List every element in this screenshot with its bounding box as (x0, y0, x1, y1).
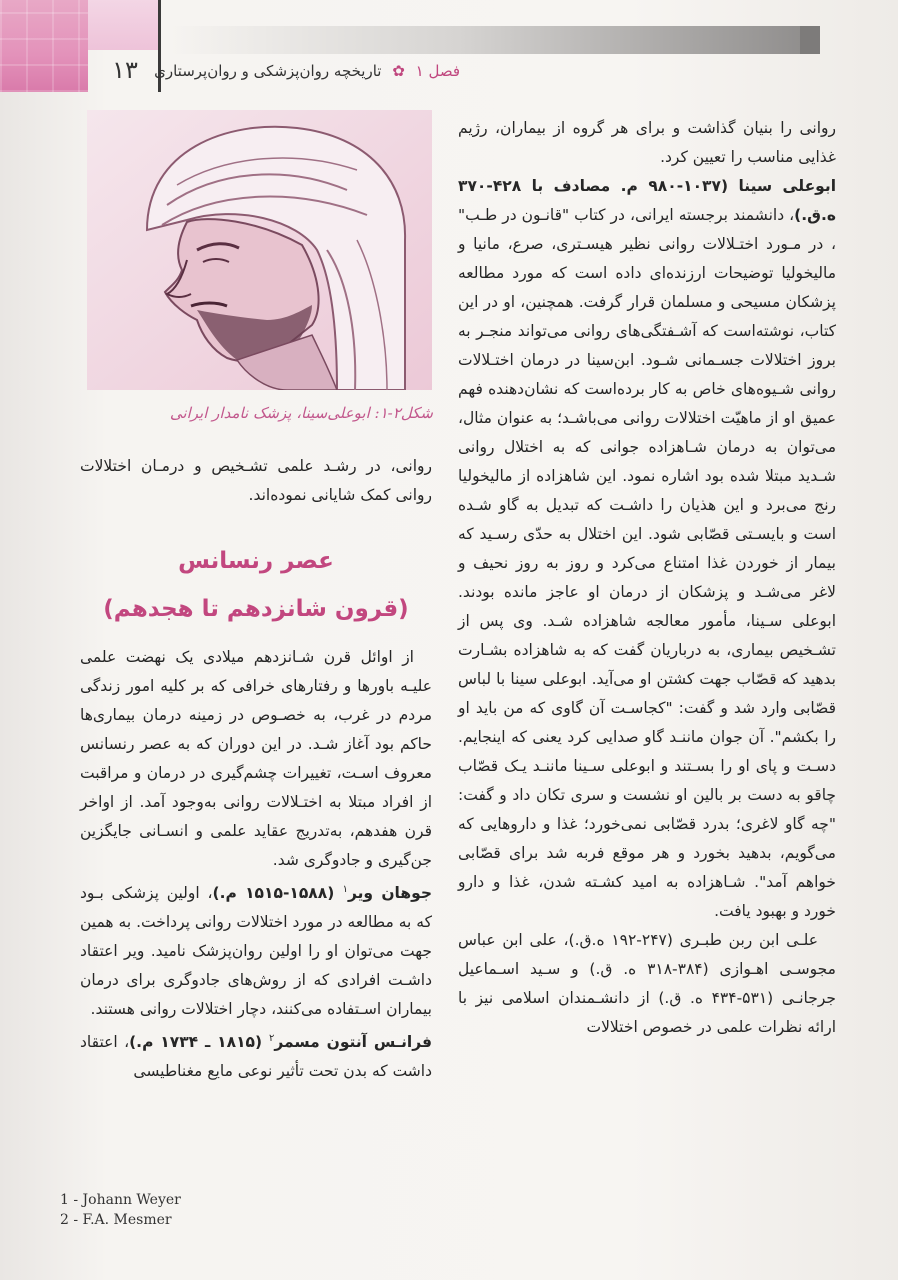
avicenna-heading: ابوعلی سینا (۱۰۳۷-۹۸۰ م. مصادف با ۴۲۸-۳۷۰ ه.ق.) (458, 177, 837, 224)
weyer-text: ، اولین پزشکی بـود که به مطالعه در مورد اختلالات روانی پرداخت. به همین جهت می‌توان او را اولین روان‌پزشک نامید. ویر اعتقاد داشـت افرادی که از روش‌های جادوگری برای درمان بیماران اسـتفاده می‌کنند، دچار اختلالات روانی هستند. (80, 884, 432, 1019)
mesmer-text: ، اعتقاد داشت که بدن تحت تأثیر نوعی مایع مغناطیسی (80, 1033, 432, 1081)
footnote-1: 1 - Johann Weyer (60, 1192, 181, 1208)
chapter-label: فصل ۱ (415, 62, 460, 80)
header-gradient-bar (170, 26, 810, 54)
pink-corner-tab (0, 0, 88, 92)
footnote-ref-2: ۲ (268, 1033, 275, 1045)
mesmer-dates: (۱۸۱۵ ـ ۱۷۳۴ م.) (129, 1033, 269, 1052)
paragraph-intro: روانی را بنیان گذاشت و برای هر گروه از بیماران، رژیم غذایی مناسب را تعیین کرد. (458, 119, 836, 166)
section-subheading: (قرون شانزدهم تا هجدهم) (103, 596, 409, 622)
paragraph-mesmer (80, 1024, 432, 1086)
avicenna-text: ، دانشمند برجسته ایرانی، در کتاب "قانـون در طـب" ، در مـورد اختـلالات روانی نظیر هیسـتری، صرع، مانیا و مالیخولیا توضیحات ارزنده‌ای داده است که مورد مطالعه پزشکان مسیحی و مسلمان قرار گرفت. همچنین، او در این کتاب، نوشته‌است که آشـفتگی‌های روانی می‌تواند منجـر به بروز اختلالات جسـمانی شـود. ابن‌سینا در درمان اختـلالات روانی شـیوه‌های خاص به کار برده‌است که نشان‌دهنده فهم عمیق او از ماهیّت اختلالات روانی می‌باشـد؛ به عنوان مثال، می‌توان به درمان شـاهزاده جوانی که به اختلال روانی شـدید مبتلا شده بود اشاره نمود. این شاهزاده از مالیخولیا رنج می‌برد و این هذیان را داشـت که تبدیل به گاو شـده است و بایسـتی قصّابی شود. این اختلال به حدّی رسـید که بیمار از خوردن غذا امتناع می‌کرد و روز به روز نحیف و لاغر می‌شـد و پزشکان از درمان او عاجز مانده بودند. ابوعلی سـینا، مأمور معالجه شاهزاده شـد. وی پس از تشـخیص بیماری، به درباریان گفت که به شاهزاده بشـارت بدهید که قصّاب جهت کشتن او می‌آید. ابوعلی سینا با لباس قصّابی وارد شد و گفت: "کجاسـت آن گاوی که من باید او را بکشم". آن جوان ماننـد گاو صدایی کرد یعنی که اینجایم. دسـت و پای او را بسـتند و ابوعلی سـینا ماننـد یـک قصّاب چاقو به دست بر بالین او نشست و سری تکان داد و گفت: "چه گاو لاغری؛ بدرد قصّابی نمی‌خورد؛ غذا و داروهایی که می‌گویم، بدهید بخورد و هر موقع فربه شد برای قصّابی خواهم آمد". شـاهزاده به امید کشـته شدن، غذا و دارو خورد و بهبود یافت. (458, 206, 836, 920)
running-head (154, 62, 460, 88)
paragraph-scholars: علـی ابن ربن طبـری (۲۴۷-۱۹۲ ه.ق.)، علی ابن عباس مجوسـی اهـوازی (۳۸۴-۳۱۸ ه. ق.) و سـید اسـماعیل جرجانـی (۵۳۱-۴۳۴ ه. ق.) از دانشـمندان اسلامی نیز با ارائه نظرات علمی در خصوص اختلالات (458, 931, 836, 1036)
page-number: ۱۳ (112, 56, 138, 84)
paragraph-weyer (80, 875, 432, 1024)
pink-corner-tab-light (88, 0, 158, 50)
weyer-dates: (۱۵۸۸-۱۵۱۵ م.) (212, 884, 343, 903)
footnotes (60, 1190, 360, 1230)
footnote-ref-1: ۱ (342, 884, 348, 895)
chapter-title: تاریخچه روان‌پزشکی و روان‌پرستاری (154, 62, 382, 80)
weyer-name: جوهان ویر (347, 884, 433, 903)
right-column (458, 114, 836, 1042)
flower-ornament-icon: ✿ (392, 62, 405, 80)
header-bar-end (800, 26, 820, 54)
paragraph-renaissance: از اوائل قرن شـانزدهم میلادی یک نهضت علمی علیـه باورها و رفتارهای خرافی که بر کلیه امور زندگی مردم در غرب، به خصـوص در زمینه درمان بیماری‌ها حاکم بود آغاز شـد. در این دوران که به عصر رنسانس معروف اسـت، تغییرات چشم‌گیری در درمان و مراقبت از افراد مبتلا به اختـلالات روانی به‌وجود آمد. از اواخر قرن هفدهم، به‌تدریج عقاید علمی و انسـانی جایگزین جن‌گیری و جادوگری شد. (80, 648, 432, 869)
footnote-2: 2 - F.A. Mesmer (60, 1212, 172, 1228)
left-column-intro: روانی، در رشـد علمی تشـخیص و درمـان اختلالات روانی کمک شایانی نموده‌اند. (80, 457, 432, 504)
figure-caption: شکل۲-۱: ابوعلی‌سینا، پزشک نامدار ایرانی (169, 404, 433, 422)
section-heading: عصر رنسانس (178, 548, 334, 574)
portrait-drawing (87, 110, 432, 390)
mesmer-name: فرانـس آنتون مسمر (274, 1033, 432, 1052)
paragraph-avicenna (458, 172, 836, 926)
portrait-avicenna (87, 110, 432, 390)
left-column-body (80, 643, 432, 1086)
